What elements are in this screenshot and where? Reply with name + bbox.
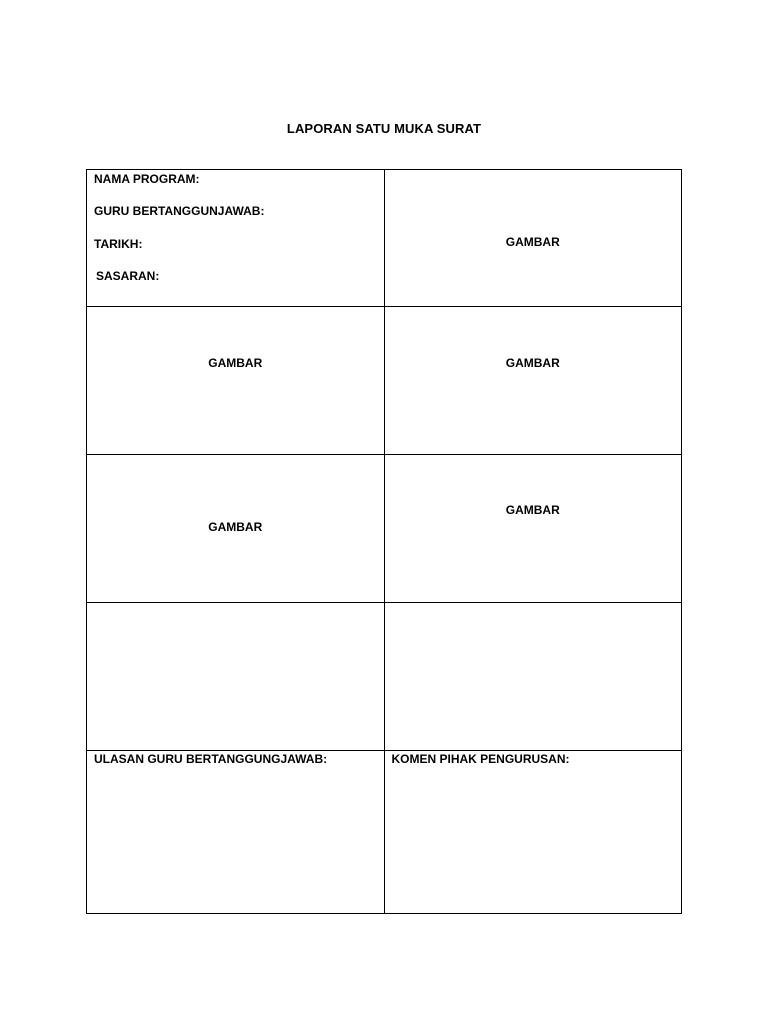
image-placeholder-label: GAMBAR (208, 356, 263, 371)
table-row (87, 602, 682, 750)
image-cell-2-left[interactable] (87, 307, 385, 455)
report-table (86, 169, 682, 914)
table-row (87, 307, 682, 455)
table-row (87, 455, 682, 602)
empty-cell-4-left[interactable] (87, 602, 385, 750)
image-cell-3-right[interactable] (384, 455, 682, 602)
image-placeholder-label: GAMBAR (505, 235, 560, 249)
image-placeholder-label: GAMBAR (505, 503, 560, 518)
image-cell-1-right[interactable] (384, 170, 682, 307)
management-comment-label: KOMEN PIHAK PENGURUSAN: (391, 751, 570, 766)
image-placeholder-label: GAMBAR (505, 356, 560, 371)
table-row (87, 750, 682, 913)
image-placeholder-label: GAMBAR (208, 520, 263, 535)
program-name-label: NAMA PROGRAM: (94, 172, 200, 186)
responsible-teacher-label: GURU BERTANGGUNJAWAB: (94, 204, 265, 218)
teacher-review-label: ULASAN GURU BERTANGGUNGJAWAB: (94, 751, 328, 766)
image-cell-2-right[interactable] (384, 307, 682, 455)
empty-cell-4-right[interactable] (384, 602, 682, 750)
table-row (87, 170, 682, 307)
page-title: LAPORAN SATU MUKA SURAT (286, 121, 482, 136)
program-info-cell[interactable] (87, 170, 385, 307)
management-comment-cell[interactable] (384, 750, 682, 913)
teacher-review-cell[interactable] (87, 750, 385, 913)
date-label: TARIKH: (94, 237, 143, 251)
image-cell-3-left[interactable] (87, 455, 385, 602)
target-label: SASARAN: (96, 269, 160, 283)
